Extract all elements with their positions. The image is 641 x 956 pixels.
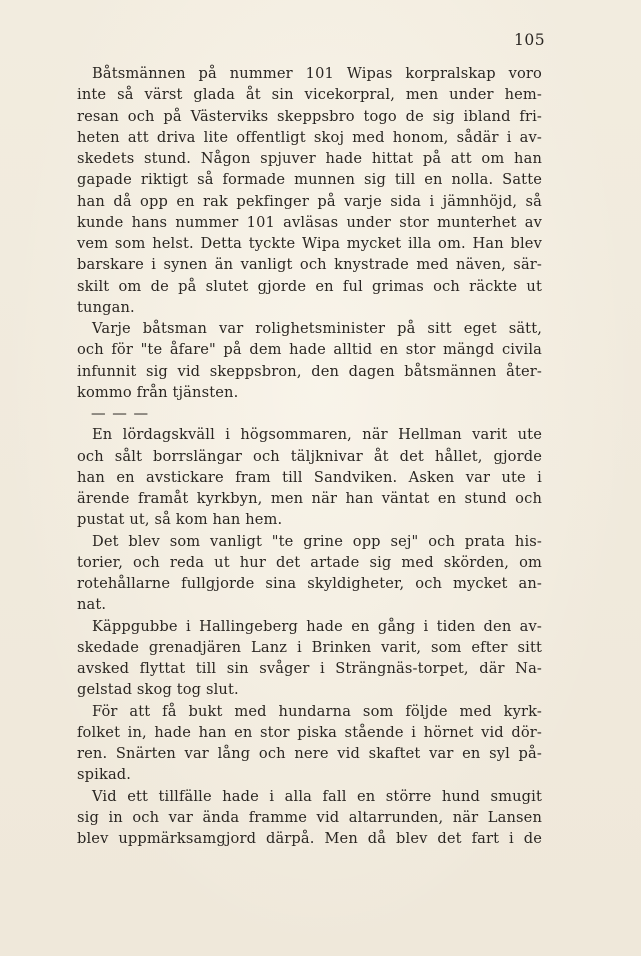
text-line: avsked flyttat till sin svåger i Strängnäs-torpet, där Na- xyxy=(77,660,542,677)
text-line: ren. Snärten var lång och nere vid skaftet var en syl på- xyxy=(77,745,542,762)
text-line: resan och på Västerviks skeppsbro togo de sig ibland fri- xyxy=(77,107,542,125)
text-line: tungan. xyxy=(77,298,135,316)
text-line: han då opp en rak pekfinger på varje sida i jämnhöjd, så xyxy=(77,192,542,210)
text-line: skilt om de på slutet gjorde en ful grimas och räckte ut xyxy=(77,277,542,295)
text-line: torier, och reda ut hur det artade sig med skörden, om xyxy=(77,553,542,571)
text-line: vem som helst. Detta tyckte Wipa mycket illa om. Han blev xyxy=(77,235,542,252)
text-line: skedade grenadjären Lanz i Brinken varit, som efter sitt xyxy=(77,638,542,656)
text-line: och för "te åfare" på dem hade alltid en stor mängd civila xyxy=(77,341,542,359)
text-line: skedets stund. Någon spjuver hade hittat på att om han xyxy=(77,150,542,167)
text-line: infunnit sig vid skeppsbron, den dagen båtsmännen åter- xyxy=(77,362,542,380)
text-line: gapade riktigt så formade munnen sig till en nolla. Satte xyxy=(77,171,542,189)
text-line: En lördagskväll i högsommaren, när Hellman varit ute xyxy=(92,426,542,444)
text-line: pustat ut, så kom han hem. xyxy=(77,511,283,529)
text-line: heten att driva lite offentligt skoj med honom, sådär i av- xyxy=(77,128,542,146)
text-line: kommo från tjänsten. xyxy=(77,383,239,401)
text-line: gelstad skog tog slut. xyxy=(77,681,239,699)
text-line: blev uppmärksamgjord därpå. Men då blev det fart i de xyxy=(77,830,542,847)
text-line: spikad. xyxy=(77,766,132,784)
text-line: rotehållarne fullgjorde sina skyldigheter, och mycket an- xyxy=(77,575,542,592)
text-line: Käppgubbe i Hallingeberg hade en gång i tiden den av- xyxy=(92,617,542,635)
text-line: sig in och var ända framme vid altarrunden, när Lansen xyxy=(77,808,542,826)
text-line: Det blev som vanligt "te grine opp sej" och prata his- xyxy=(92,532,542,550)
body-text xyxy=(77,63,542,849)
text-line: inte så värst glada åt sin vicekorpral, men under hem- xyxy=(77,86,542,104)
text-line: han en avstickare fram till Sandviken. Asken var ute i xyxy=(77,468,542,486)
text-line: folket in, hade han en stor piska stående i hörnet vid dör- xyxy=(77,723,542,741)
text-line: För att få bukt med hundarna som följde med kyrk- xyxy=(92,702,542,720)
text-line: ärende framåt kyrkbyn, men när han väntat en stund och xyxy=(77,490,542,507)
text-line: och sålt borrslängar och täljknivar åt det hållet, gjorde xyxy=(77,447,542,465)
text-line: Varje båtsman var rolighetsminister på sitt eget sätt, xyxy=(92,320,542,337)
text-line: nat. xyxy=(77,596,107,614)
text-line: barskare i synen än vanligt och knystrade med näven, sär- xyxy=(77,256,542,274)
text-line: Vid ett tillfälle hade i alla fall en större hund smugit xyxy=(92,787,542,805)
page-number: 105 xyxy=(514,31,546,49)
text-line: kunde hans nummer 101 avläsas under stor munterhet av xyxy=(77,213,542,231)
text-line: Båtsmännen på nummer 101 Wipas korpralskap voro xyxy=(92,65,542,82)
section-separator: — — — xyxy=(91,405,150,422)
